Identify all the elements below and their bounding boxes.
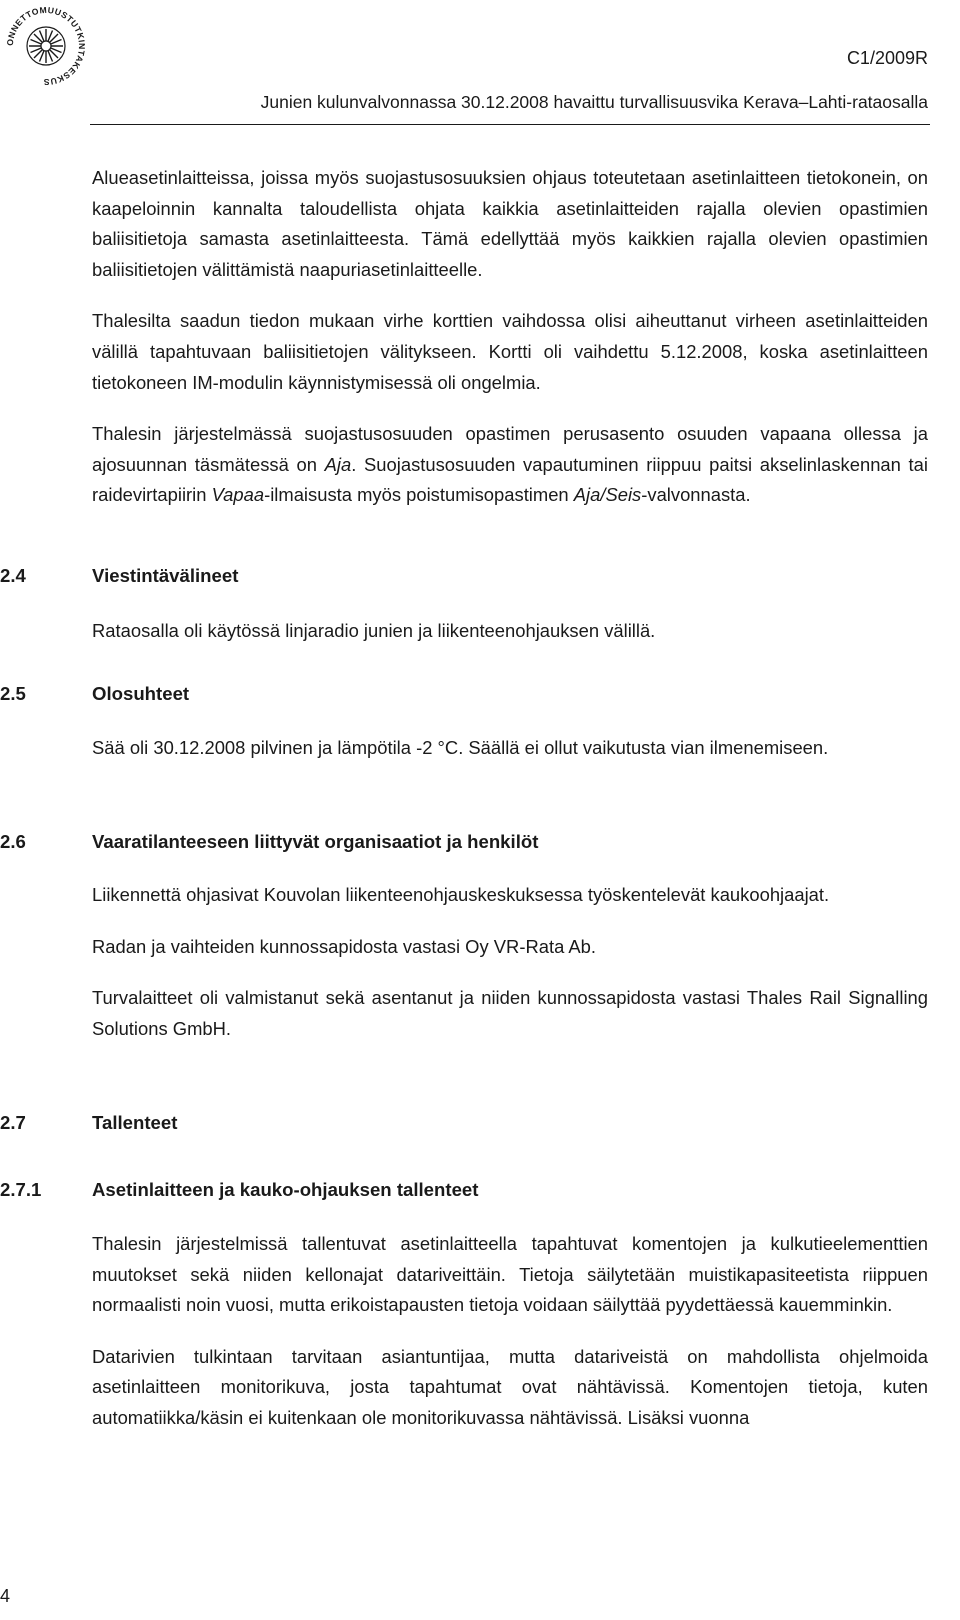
page-number: 4 [0, 1586, 11, 1606]
section-heading-2-7 [0, 1112, 960, 1138]
paragraph: Sää oli 30.12.2008 pilvinen ja lämpötila -2 °C. Säällä ei ollut vaikutusta vian ilmenemiseen. [92, 737, 829, 758]
document-id: C1/2009R [846, 48, 928, 68]
section-2-4-body [92, 616, 928, 647]
paragraph: Liikennettä ohjasivat Kouvolan liikenteenohjauskeskuksessa työskentelevät kaukoohjaajat. [92, 884, 830, 905]
section-2-7-1-body [92, 1229, 928, 1434]
section-number: 2.5 [0, 683, 26, 704]
section-title: Tallenteet [92, 1112, 178, 1133]
section-title: Olosuhteet [92, 683, 190, 704]
section-number: 2.7 [0, 1112, 26, 1133]
section-heading-2-4 [0, 565, 960, 591]
paragraph: Alueasetinlaitteissa, joissa myös suojastusosuuksien ohjaus toteutetaan asetinlaitteen tietokonein, on kaapeloinnin kannalta taloudellista ohjata kaikkia asetinlaitteiden rajalla olevien opastimien baliisitietoja samasta asetinlaitteesta. Tämä edellyttää myös kaikkien rajalla olevien opastimien baliisitietojen välittämistä naapuriasetinlaitteelle. [92, 167, 928, 280]
paragraph: Turvalaitteet oli valmistanut sekä asentanut ja niiden kunnossapidosta vastasi Thales Rail Signalling Solutions GmbH. [92, 987, 928, 1039]
section-number: 2.6 [0, 831, 26, 852]
section-heading-2-7-1 [0, 1179, 960, 1205]
paragraph: Rataosalla oli käytössä linjaradio junien ja liikenteenohjauksen välillä. [92, 620, 656, 641]
section-2-6-body [92, 880, 928, 1044]
section-heading-2-5 [0, 683, 960, 709]
running-title: Junien kulunvalvonnassa 30.12.2008 havaittu turvallisuusvika Kerava–Lahti-rataosalla [260, 92, 928, 112]
paragraph: Thalesin järjestelmissä tallentuvat asetinlaitteella tapahtuvat komentojen ja kulkutieelementtien muutokset sekä niiden kellonajat datariveittäin. Tietoja säilytetään muistikapasiteetista riippuen normaalisti noin vuosi, mutta erikoistapausten tietoja voidaan säilyttää pyydettäessä kauemminkin. [92, 1233, 928, 1316]
logo-ring-text: ONNETTOMUUSTUTKINTAKESKUS [4, 4, 88, 88]
signal-aspect-aja-seis: Aja/Seis [573, 484, 642, 506]
paragraph: Radan ja vaihteiden kunnossapidosta vastasi Oy VR-Rata Ab. [92, 935, 596, 957]
section-title: Asetinlaitteen ja kauko-ohjauksen tallenteet [92, 1179, 479, 1200]
section-heading-2-6 [0, 831, 960, 857]
indication-vapaa: Vapaa [211, 484, 265, 506]
section-2-5-body [92, 733, 928, 764]
signal-aspect-aja: Aja [324, 453, 352, 475]
paragraph: Datarivien tulkintaan tarvitaan asiantuntijaa, mutta datariveistä on mahdollista ohjelmoida asetinlaitteen monitorikuva, josta tapahtumat ovat nähtävissä. Komentojen tietoja, kuten automatiikka/käsin ei kuitenkaan ole monitorikuvassa nähtävissä. Lisäksi vuonna [92, 1345, 928, 1428]
section-number: 2.4 [0, 565, 26, 586]
section-title: Vaaratilanteeseen liittyvät organisaatiot ja henkilöt [92, 831, 539, 852]
section-title: Viestintävälineet [92, 565, 239, 586]
header-rule [90, 124, 930, 125]
intro-paragraphs [92, 163, 928, 511]
agency-logo [0, 0, 92, 92]
paragraph: Thalesin järjestelmässä suojastusosuuden opastimen perusasento osuuden vapaana ollessa ja ajosuunnan täsmätessä on Aja. Suojastusosuuden vapautuminen riippuu paitsi akselinlaskennan tai raidevirtapiirin Vapaa-ilmaisusta myös poistumisopastimen Aja/Seis-valvonnasta. [92, 423, 928, 506]
section-number: 2.7.1 [0, 1179, 42, 1200]
paragraph: Thalesilta saadun tiedon mukaan virhe korttien vaihdossa olisi aiheuttanut virheen asetinlaitteiden välillä tapahtuvaan baliisitietojen välitykseen. Kortti oli vaihdettu 5.12.2008, koska asetinlaitteen tietokoneen IM-modulin käynnistymisessä oli ongelmia. [92, 310, 928, 393]
